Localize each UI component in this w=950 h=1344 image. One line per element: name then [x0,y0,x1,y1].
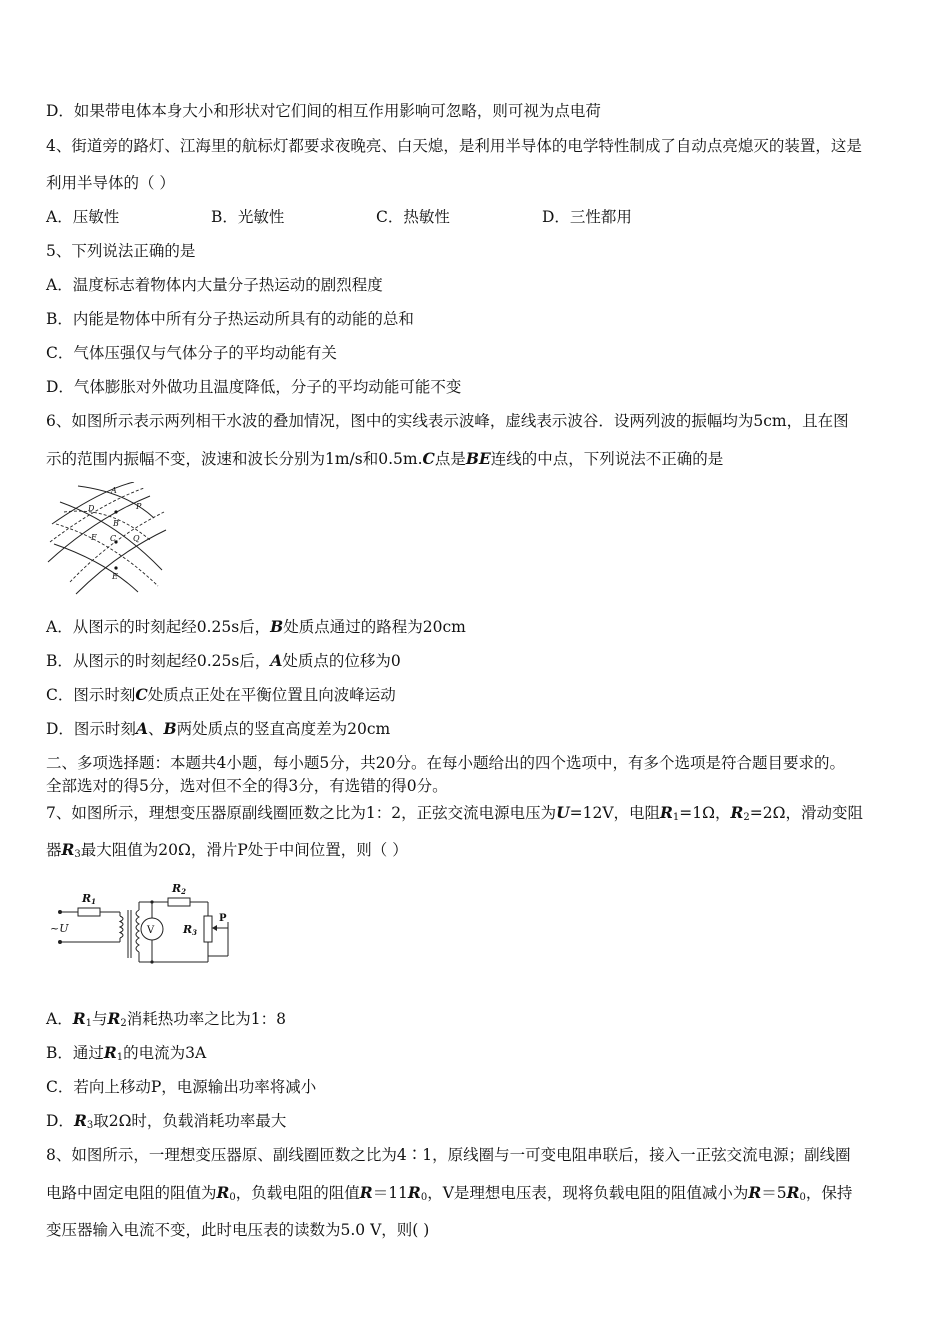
wave-label-d: D [88,504,95,513]
q7-stem-line1: 7、如图所示，理想变压器原副线圈匝数之比为1：2，正弦交流电源电压为U=12V，电阻$R_1=1\Omega$，$R_2=2\Omega$，滑动变阻 [46,803,863,823]
section2-heading-line1: 二、多项选择题：本题共4小题，每小题5分，共20分。在每小题给出的四个选项中，有多个选项是符合题目要求的。 [46,754,845,772]
q4-option-b: B．光敏性 [211,208,285,226]
r2-resistor [168,898,190,906]
wave-label-a: A [111,486,117,495]
q8-stem-line2: 电路中固定电阻的阻值为$R_0$，负载电阻的阻值$R=11R_0$，V是理想电压表，现将负载电阻的阻值减小为$R=5R_0$，保持 [46,1183,853,1203]
wave-label-e: E [112,572,118,581]
primary-coil [120,916,123,938]
section2-heading-line2: 全部选对的得5分，选对但不全的得3分，有选错的得0分。 [46,777,448,795]
q5-stem: 5、下列说法正确的是 [46,242,196,260]
transformer-circuit-figure [46,872,246,968]
q4-option-a: A．压敏性 [46,208,120,226]
wave-label-f: F [91,533,97,542]
q5-option-b: B．内能是物体中所有分子热运动所具有的动能的总和 [46,310,414,328]
q6-option-a: A．从图示的时刻起经0.25s后，B处质点通过的路程为20cm [46,617,466,636]
secondary-coil [136,910,139,952]
q7-option-c: C．若向上移动P，电源输出功率将减小 [46,1078,317,1096]
q8-stem-line3: 变压器输入电流不变，此时电压表的读数为5.0 V，则( ) [46,1221,430,1239]
label-source: ~U [50,922,69,935]
label-v: V [147,925,155,936]
q8-stem-line1: 8、如图所示，一理想变压器原、副线圈匝数之比为4∶1，原线圈与一可变电阻串联后，接入一正弦交流电源；副线圈 [46,1146,851,1164]
q6-option-c: C．图示时刻C处质点正处在平衡位置且向波峰运动 [46,685,396,704]
q7-option-d: D．$R_3$取2Ω时，负载消耗功率最大 [46,1111,287,1131]
label-r3: R3 [183,923,198,937]
wave-label-p: P [136,502,142,511]
r1-resistor [78,908,100,916]
wave-crest-line [48,496,150,562]
q5-option-c: C．气体压强仅与气体分子的平均动能有关 [46,344,337,362]
wave-trough-line [56,524,158,586]
q6-stem-line1: 6、如图所示表示两列相干水波的叠加情况，图中的实线表示波峰，虚线表示波谷．设两列波的振幅均为5cm，且在图 [46,412,849,430]
q3-option-d: D．如果带电体本身大小和形状对它们间的相互作用影响可忽略，则可视为点电荷 [46,102,601,120]
wave-label-c: C [110,534,117,543]
wave-label-q: Q [133,534,140,543]
q6-stem-line2: 示的范围内振幅不变，波速和波长分别为1m/s和0.5m.C点是BE连线的中点，下列说法不正确的是 [46,449,724,468]
q6-option-d: D．图示时刻A、B两处质点的竖直高度差为20cm [46,719,391,738]
label-r2: R2 [172,882,187,896]
q5-option-a: A．温度标志着物体内大量分子热运动的剧烈程度 [46,276,383,294]
q7-option-b: B．通过$R_1$的电流为3A [46,1043,207,1063]
q4-stem-line2: 利用半导体的（ ） [46,174,175,192]
q4-option-c: C．热敏性 [376,208,450,226]
wave-crest-line [54,544,138,592]
q4-stem-line1: 4、街道旁的路灯、江海里的航标灯都要求夜晚亮、白天熄，是利用半导体的电学特性制成了自动点亮熄灭的装置，这是 [46,137,862,155]
r3-rheostat [204,916,212,942]
q7-option-a: A．$R_1$与$R_2$消耗热功率之比为1：8 [46,1009,286,1029]
q4-option-d: D．三性都用 [542,208,632,226]
q6-option-b: B．从图示的时刻起经0.25s后，A处质点的位移为0 [46,651,401,670]
label-p: P [219,913,227,924]
wave-label-b: B [113,519,119,528]
q5-option-d: D．气体膨胀对外做功且温度降低，分子的平均动能可能不变 [46,378,462,396]
wave-interference-figure [46,482,170,596]
label-r1: R1 [82,892,97,906]
q7-stem-line2: 器$R_3$最大阻值为20Ω，滑片P处于中间位置，则（ ） [46,840,408,860]
wave-crest-line [76,530,166,594]
